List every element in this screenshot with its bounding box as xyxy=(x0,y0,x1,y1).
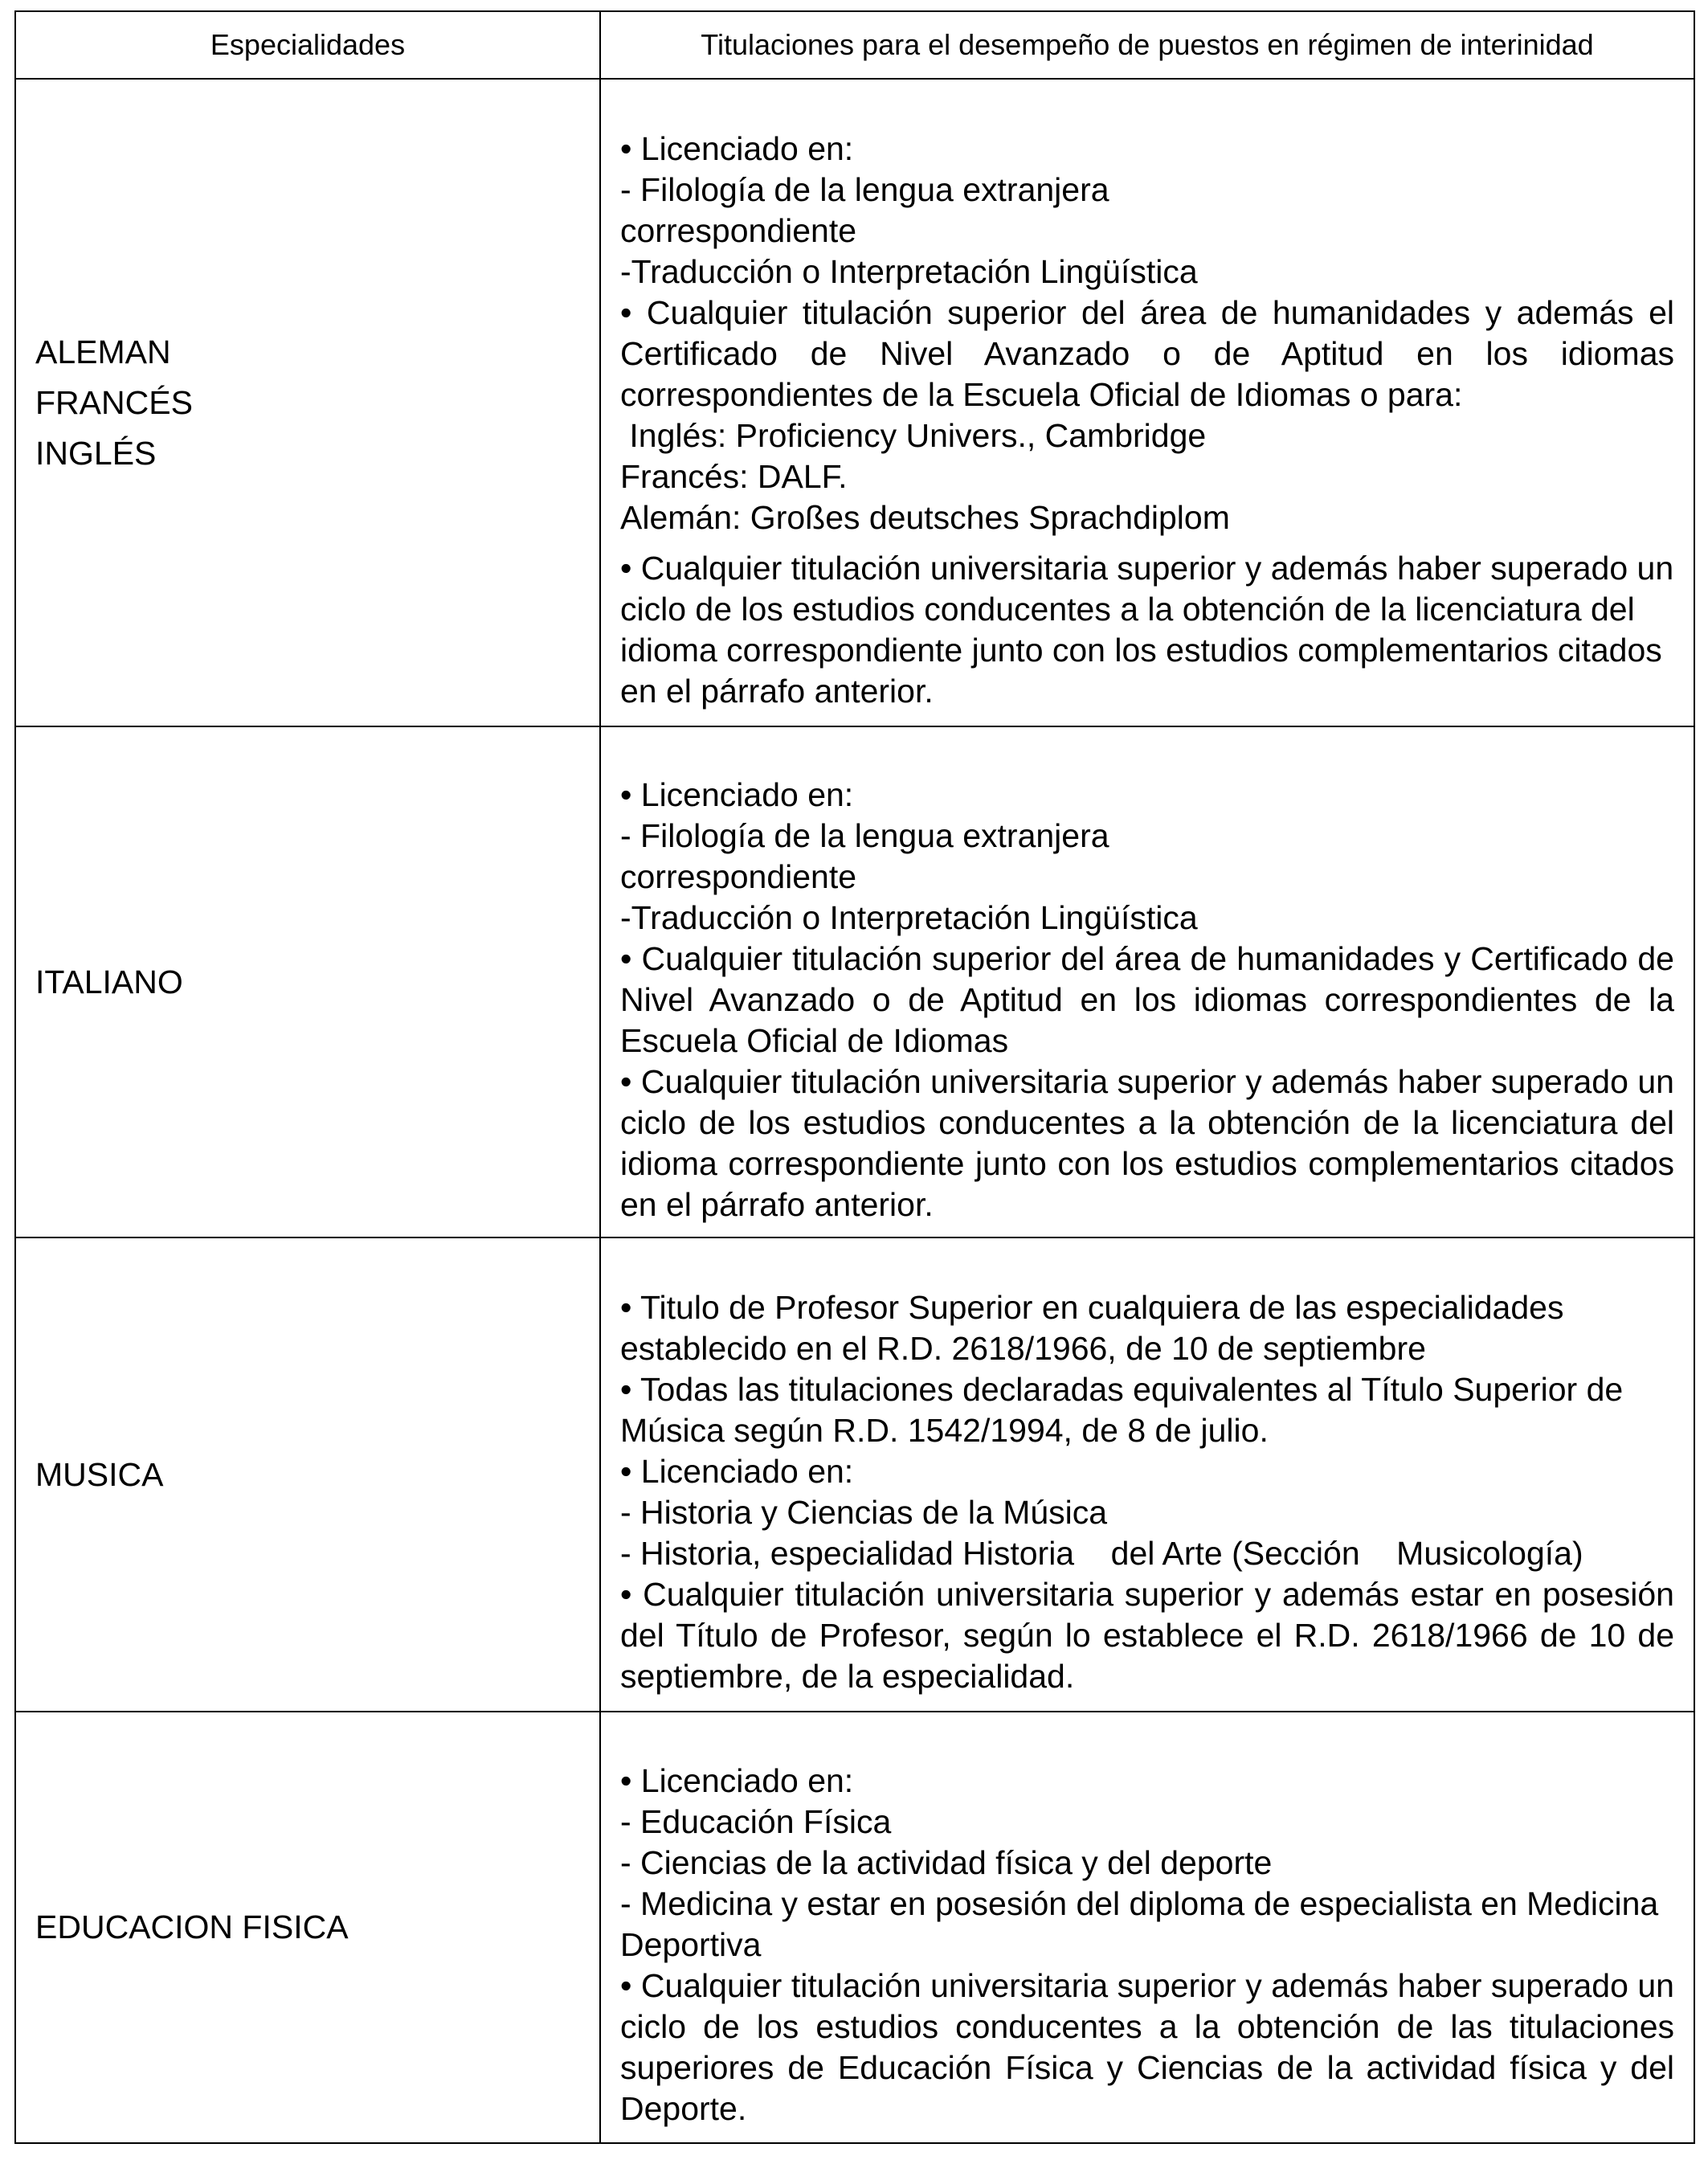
sub-item: -Traducción o Interpretación Lingüística xyxy=(620,253,1198,290)
sub-item: - Filología de la lengua extranjera xyxy=(620,171,1109,208)
especialidad-label: ITALIANO xyxy=(35,963,183,1000)
item-text: Cualquier titulación universitaria superior y además haber superado un ciclo de los estudios conducentes a la obtención de las titulaciones superiores de Educación Física y Ciencias de la actividad física y del Deporte. xyxy=(620,1967,1674,2127)
bullet-icon: • xyxy=(620,550,632,587)
sub-item: correspondiente xyxy=(620,212,857,249)
especialidad-label: EDUCACION FISICA xyxy=(35,1908,349,1945)
item-text: Licenciado en: xyxy=(640,130,854,167)
bullet-icon: • xyxy=(620,1576,632,1613)
bullet-item xyxy=(620,1287,1674,1369)
bullet-item xyxy=(620,939,1674,1062)
item-text: Titulo de Profesor Superior en cualquiera de las especialidades establecido en el R.D. 2618/1966, de 10 de septiembre xyxy=(620,1289,1573,1367)
bullet-icon: • xyxy=(620,130,632,167)
bullet-item xyxy=(620,1062,1674,1225)
sub-item: - Historia, especialidad Historia del Arte (Sección Musicología) xyxy=(620,1535,1583,1572)
bullet-item xyxy=(620,1451,1674,1492)
bullet-icon: • xyxy=(620,1967,632,2004)
item-text: Cualquier titulación universitaria superior y además estar en posesión del Título de Profesor, según lo establece el R.D. 2618/1966 de 10 de septiembre, de la especialidad. xyxy=(620,1576,1674,1695)
header-titulaciones: Titulaciones para el desempeño de puestos en régimen de interinidad xyxy=(600,11,1694,79)
bullet-item xyxy=(620,775,1674,816)
item-text: Cualquier titulación superior del área de humanidades y además el Certificado de Nivel Avanzado o de Aptitud en los idiomas correspondientes de la Escuela Oficial de Idiomas o para: xyxy=(620,294,1674,413)
titulaciones-cell xyxy=(600,1237,1694,1712)
especialidad-label: INGLÉS xyxy=(35,434,157,472)
item-text: Licenciado en: xyxy=(640,1762,854,1799)
bullet-item xyxy=(620,1574,1674,1697)
bullet-icon: • xyxy=(620,294,632,331)
bullet-icon: • xyxy=(620,1453,632,1490)
especialidad-label: MUSICA xyxy=(35,1455,164,1493)
sub-item: - Ciencias de la actividad física y del deporte xyxy=(620,1844,1273,1881)
header-especialidades: Especialidades xyxy=(15,11,600,79)
sub-item: Inglés: Proficiency Univers., Cambridge xyxy=(620,417,1207,454)
item-text: Licenciado en: xyxy=(640,1453,854,1490)
item-text: Cualquier titulación superior del área de humanidades y Certificado de Nivel Avanzado o de Aptitud en los idiomas correspondientes de la Escuela Oficial de Idiomas xyxy=(620,939,1674,1059)
especialidad-cell xyxy=(15,79,600,726)
titulaciones-cell xyxy=(600,79,1694,726)
table-row xyxy=(15,726,1694,1237)
bullet-item xyxy=(620,1966,1674,2129)
table-row xyxy=(15,79,1694,726)
titulaciones-cell xyxy=(600,1712,1694,2143)
sub-item: correspondiente xyxy=(620,857,857,895)
table-header-row xyxy=(15,11,1694,79)
bullet-icon: • xyxy=(620,1062,632,1100)
especialidad-label: ALEMAN xyxy=(35,333,171,370)
especialidad-cell xyxy=(15,1712,600,2143)
sub-item: Alemán: Großes deutsches Sprachdiplom xyxy=(620,499,1230,536)
sub-item: - Medicina y estar en posesión del diploma de especialista en Medicina Deportiva xyxy=(620,1885,1668,1963)
table-row xyxy=(15,1712,1694,2143)
bullet-item xyxy=(620,548,1683,712)
bullet-icon: • xyxy=(620,775,632,813)
bullet-icon: • xyxy=(620,1371,632,1408)
especialidad-label: FRANCÉS xyxy=(35,383,193,421)
sub-item: - Educación Física xyxy=(620,1803,892,1840)
sub-item: -Traducción o Interpretación Lingüística xyxy=(620,898,1198,936)
bullet-icon: • xyxy=(620,1762,632,1799)
table-row xyxy=(15,1237,1694,1712)
bullet-item xyxy=(620,129,1674,170)
item-text: Cualquier titulación universitaria superior y además haber superado un ciclo de los estudios conducentes a la obtención de la licenciatura del idioma correspondiente junto con los estudios complementarios citados en el párrafo anterior. xyxy=(620,550,1683,710)
sub-item: - Filología de la lengua extranjera xyxy=(620,816,1109,854)
bullet-item xyxy=(620,1369,1674,1451)
bullet-item xyxy=(620,292,1674,415)
sub-item: - Historia y Ciencias de la Música xyxy=(620,1494,1108,1531)
item-text: Licenciado en: xyxy=(640,775,854,813)
sub-item: Francés: DALF. xyxy=(620,458,848,495)
bullet-icon: • xyxy=(620,1289,632,1326)
titulaciones-table xyxy=(14,10,1695,2144)
bullet-item xyxy=(620,1761,1674,1802)
item-text: Todas las titulaciones declaradas equivalentes al Título Superior de Música según R.D. 1542/1994, de 8 de julio. xyxy=(620,1371,1632,1449)
especialidad-cell xyxy=(15,1237,600,1712)
especialidad-cell xyxy=(15,726,600,1237)
titulaciones-cell xyxy=(600,726,1694,1237)
bullet-icon: • xyxy=(620,939,632,977)
item-text: Cualquier titulación universitaria superior y además haber superado un ciclo de los estudios conducentes a la obtención de la licenciatura del idioma correspondiente junto con los estudios complementarios citados en el párrafo anterior. xyxy=(620,1062,1674,1223)
